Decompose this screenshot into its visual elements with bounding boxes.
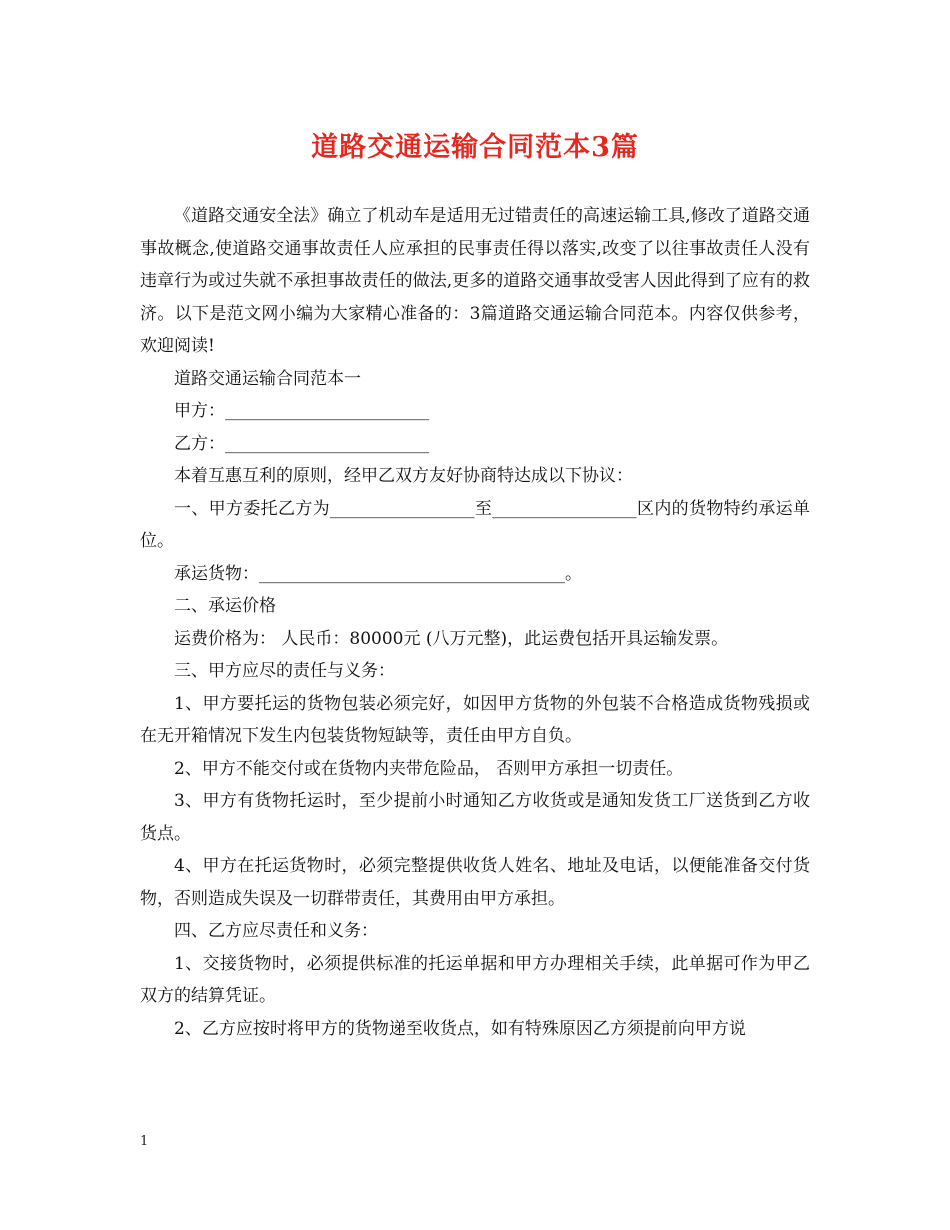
clause-3-item-1: 1、甲方要托运的货物包装必须完好，如因甲方货物的外包装不合格造成货物残损或在无开箱情况下发生内包装货物短缺等，责任由甲方自负。	[140, 693, 810, 746]
clause-3-item-2: 2、甲方不能交付或在货物内夹带危险品， 否则甲方承担一切责任。	[174, 758, 684, 779]
party-b-line: 乙方：________________________	[174, 433, 429, 454]
section-heading: 道路交通运输合同范本一	[174, 368, 361, 389]
party-a-line: 甲方：________________________	[174, 401, 429, 421]
clause-3-heading: 三、甲方应尽的责任与义务：	[174, 661, 395, 681]
agreement-preamble: 本着互惠互利的原则，经甲乙双方友好协商特达成以下协议：	[174, 466, 633, 486]
clause-3-item-4: 4、甲方在托运货物时，必须完整提供收货人姓名、地址及电话，以便能准备交付货物，否则造成失误及一切群带责任，其费用由甲方承担。	[140, 856, 810, 909]
clause-2-heading: 二、承运价格	[174, 596, 276, 616]
document-body	[140, 200, 810, 1045]
page-number: 1	[140, 1134, 149, 1149]
intro-paragraph: 《道路交通安全法》确立了机动车是适用无过错责任的高速运输工具,修改了道路交通事故概念,使道路交通事故责任人应承担的民事责任得以落实,改变了以往事故责任人没有违章行为或过失就不承担事故责任的做法,更多的道路交通事故受害人因此得到了应有的救济。以下是范文网小编为大家精心准备的：3篇道路交通运输合同范本。内容仅供参考，欢迎阅读!	[140, 206, 810, 356]
document-title: 道路交通运输合同范本3篇	[311, 132, 639, 163]
clause-1: 一、甲方委托乙方为_________________至_________________区内的货物特约承运单位。	[140, 498, 810, 551]
clause-4-heading: 四、乙方应尽责任和义务：	[174, 921, 378, 941]
clause-4-item-1: 1、交接货物时，必须提供标准的托运单据和甲方办理相关手续，此单据可作为甲乙双方的结算凭证。	[140, 953, 810, 1006]
clause-4-item-2: 2、乙方应按时将甲方的货物递至收货点，如有特殊原因乙方须提前向甲方说	[174, 1018, 746, 1039]
clause-3-item-3: 3、甲方有货物托运时，至少提前小时通知乙方收货或是通知发货工厂送货到乙方收货点。	[140, 791, 810, 844]
cargo-line: 承运货物：____________________________________。	[174, 563, 582, 584]
freight-price-line: 运费价格为： 人民币：80000元 (八万元整)，此运费包括开具运输发票。	[174, 628, 729, 649]
